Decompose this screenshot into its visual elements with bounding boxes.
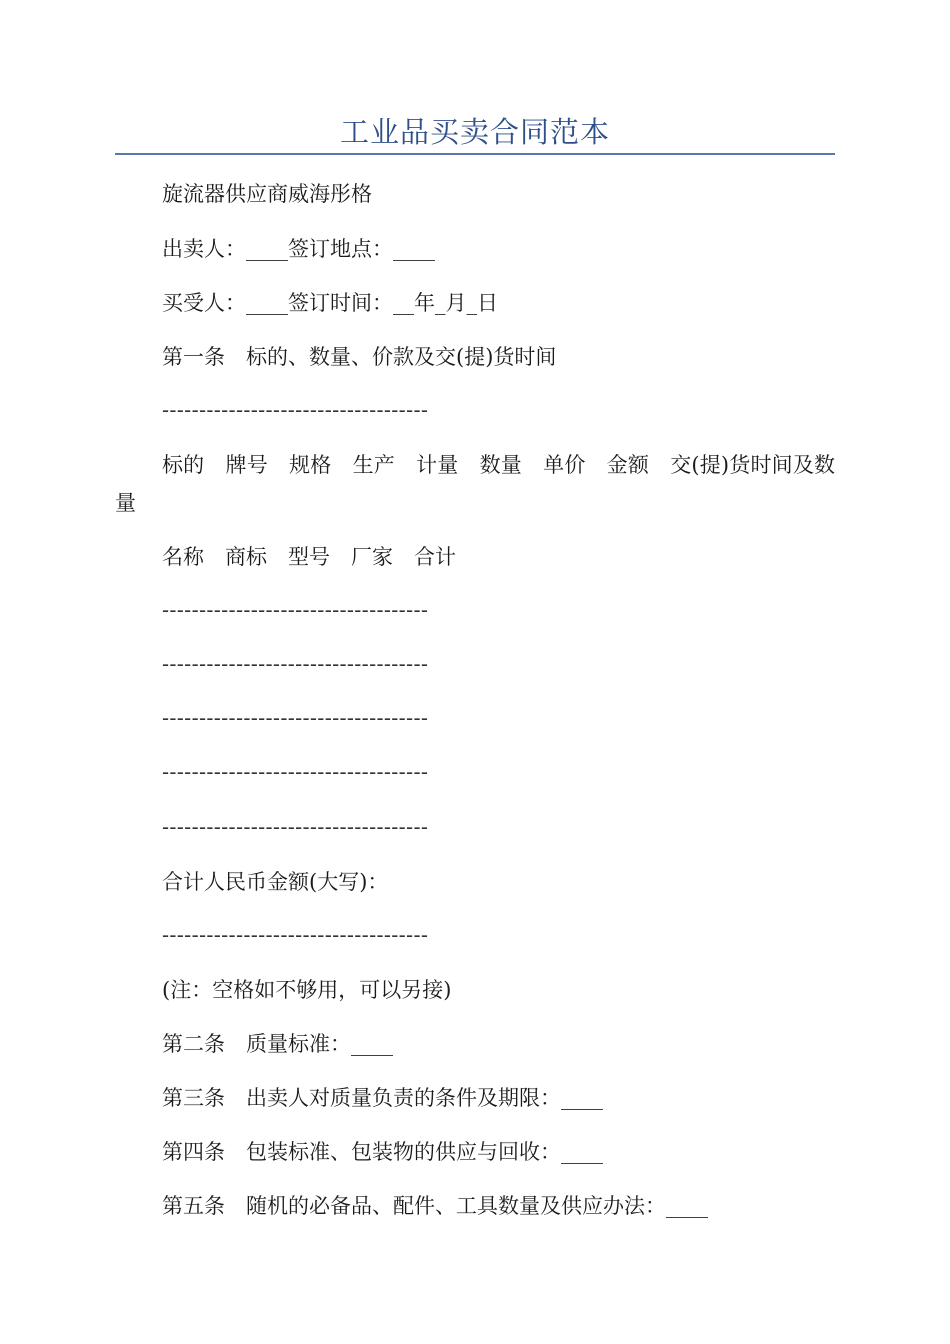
dash-rule: ------------------------------------ — [162, 652, 429, 676]
article-1-heading: 第一条 标的、数量、价款及交(提)货时间 — [162, 345, 557, 369]
dash-rule: ------------------------------------ — [162, 598, 429, 622]
dash-rule: ------------------------------------ — [162, 398, 429, 422]
seller-line: 出卖人：____签订地点：____ — [162, 237, 435, 261]
supplier-line: 旋流器供应商威海彤格 — [162, 182, 372, 206]
dash-rule: ------------------------------------ — [162, 923, 429, 947]
table-header-line: 标的 牌号 规格 生产 计量 数量 单价 金额 交(提)货时间及数量 — [115, 453, 835, 515]
table-subheader-line: 名称 商标 型号 厂家 合计 — [162, 545, 456, 569]
dash-rule: ------------------------------------ — [162, 760, 429, 784]
document-title: 工业品买卖合同范本 — [339, 115, 610, 149]
total-amount-line: 合计人民币金额(大写)： — [162, 870, 389, 894]
article-5-line: 第五条 随机的必备品、配件、工具数量及供应办法：____ — [162, 1194, 708, 1218]
article-3-line: 第三条 出卖人对质量负责的条件及期限：____ — [162, 1086, 603, 1110]
dash-rule: ------------------------------------ — [162, 706, 429, 730]
note-line: (注：空格如不够用，可以另接) — [162, 978, 452, 1002]
dash-rule: ------------------------------------ — [162, 815, 429, 839]
article-2-line: 第二条 质量标准：____ — [162, 1032, 393, 1056]
title-underline — [115, 153, 835, 155]
buyer-line: 买受人：____签订时间：__年_月_日 — [162, 291, 498, 315]
article-4-line: 第四条 包装标准、包装物的供应与回收：____ — [162, 1140, 603, 1164]
